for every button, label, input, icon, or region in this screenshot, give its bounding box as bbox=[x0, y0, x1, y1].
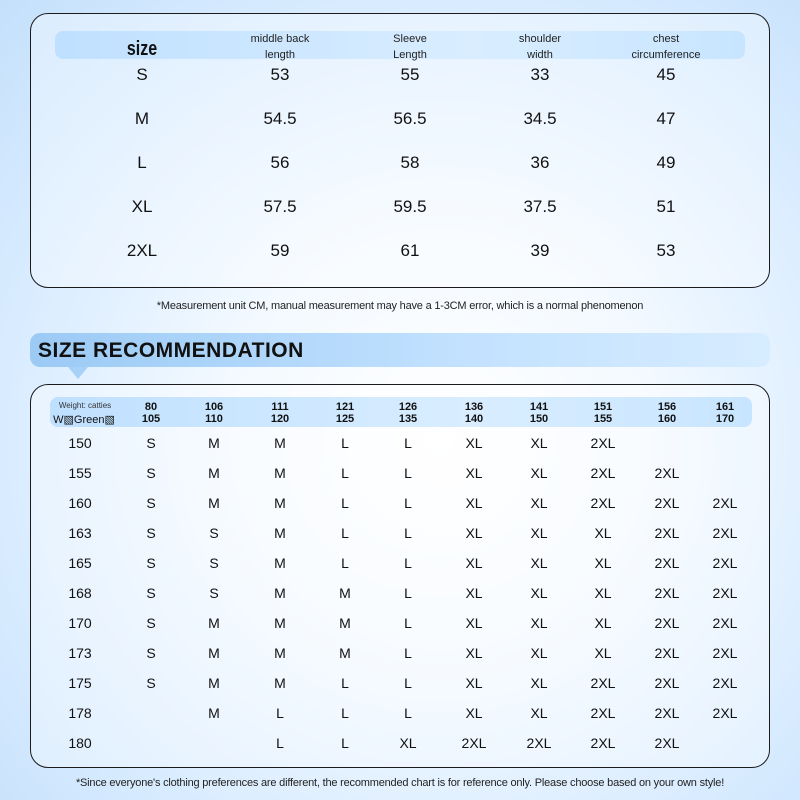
measurement-value: 59.5 bbox=[393, 197, 427, 216]
recommended-size: XL bbox=[594, 555, 612, 571]
weight-range-header: 80 105 bbox=[141, 401, 161, 425]
height-label: 175 bbox=[68, 675, 92, 691]
weight-range-header: 161 170 bbox=[715, 401, 735, 425]
measurement-value: 59 bbox=[270, 241, 290, 260]
recommended-size: L bbox=[404, 585, 412, 601]
height-unit-label: W▧Green▧ bbox=[53, 414, 115, 426]
measurement-value: 53 bbox=[656, 241, 676, 260]
measurement-value: 56 bbox=[270, 153, 290, 172]
recommended-size: XL bbox=[465, 435, 483, 451]
recommended-size: 2XL bbox=[654, 495, 680, 511]
recommended-size: 2XL bbox=[590, 675, 616, 691]
weight-range-header: 111 120 bbox=[270, 401, 290, 425]
recommended-size: 2XL bbox=[654, 615, 680, 631]
measurement-value: 53 bbox=[270, 65, 290, 84]
recommended-size: S bbox=[209, 555, 219, 571]
recommended-size: XL bbox=[530, 705, 548, 721]
weight-range-header: 126 135 bbox=[398, 401, 418, 425]
recommended-size: XL bbox=[530, 465, 548, 481]
recommended-size: 2XL bbox=[712, 525, 738, 541]
height-label: 163 bbox=[68, 525, 92, 541]
recommended-size: 2XL bbox=[654, 735, 680, 751]
recommended-size: S bbox=[146, 555, 156, 571]
recommended-size: XL bbox=[465, 675, 483, 691]
recommended-size: L bbox=[276, 735, 284, 751]
recommended-size: L bbox=[341, 495, 349, 511]
recommended-size: L bbox=[341, 435, 349, 451]
recommended-size: L bbox=[341, 525, 349, 541]
measurement-column-header: chest circumference bbox=[631, 33, 701, 61]
measurement-column-header: middle back length bbox=[250, 33, 310, 61]
recommended-size: M bbox=[208, 495, 220, 511]
height-label: 155 bbox=[68, 465, 92, 481]
measurement-value: 58 bbox=[400, 153, 420, 172]
recommended-size: L bbox=[341, 555, 349, 571]
measurement-value: 36 bbox=[530, 153, 550, 172]
recommended-size: XL bbox=[465, 555, 483, 571]
weight-range-header: 136 140 bbox=[464, 401, 484, 425]
measurement-note: *Measurement unit CM, manual measurement may have a 1-3CM error, which is a normal phenomenon bbox=[156, 300, 644, 312]
recommended-size: M bbox=[274, 585, 286, 601]
recommended-size: 2XL bbox=[654, 705, 680, 721]
weight-range-header: 121 125 bbox=[335, 401, 355, 425]
recommended-size: L bbox=[404, 645, 412, 661]
recommended-size: S bbox=[146, 615, 156, 631]
recommended-size: L bbox=[404, 435, 412, 451]
recommended-size: 2XL bbox=[712, 495, 738, 511]
recommended-size: S bbox=[146, 465, 156, 481]
recommended-size: M bbox=[274, 645, 286, 661]
recommended-size: M bbox=[208, 675, 220, 691]
recommended-size: XL bbox=[399, 735, 417, 751]
recommended-size: L bbox=[404, 555, 412, 571]
height-label: 178 bbox=[68, 705, 92, 721]
recommended-size: XL bbox=[594, 615, 612, 631]
recommended-size: XL bbox=[530, 645, 548, 661]
recommended-size: 2XL bbox=[526, 735, 552, 751]
measurement-value: 39 bbox=[530, 241, 550, 260]
recommended-size: 2XL bbox=[590, 735, 616, 751]
recommended-size: XL bbox=[530, 495, 548, 511]
recommended-size: M bbox=[208, 435, 220, 451]
measurement-value: 33 bbox=[530, 65, 550, 84]
height-label: 160 bbox=[68, 495, 92, 511]
recommended-size: M bbox=[208, 465, 220, 481]
recommended-size: S bbox=[209, 525, 219, 541]
recommended-size: L bbox=[404, 525, 412, 541]
recommended-size: M bbox=[274, 675, 286, 691]
recommended-size: XL bbox=[530, 585, 548, 601]
recommended-size: 2XL bbox=[712, 645, 738, 661]
weight-range-header: 156 160 bbox=[657, 401, 677, 425]
size-label: 2XL bbox=[126, 241, 158, 260]
recommended-size: S bbox=[146, 585, 156, 601]
recommended-size: L bbox=[404, 675, 412, 691]
size-label: M bbox=[134, 109, 150, 128]
weight-unit-label: Weight: catties bbox=[58, 401, 112, 410]
measurement-value: 51 bbox=[656, 197, 676, 216]
recommended-size: L bbox=[341, 465, 349, 481]
recommended-size: XL bbox=[530, 675, 548, 691]
recommended-size: L bbox=[276, 705, 284, 721]
recommended-size: XL bbox=[465, 585, 483, 601]
recommended-size: XL bbox=[465, 705, 483, 721]
recommended-size: XL bbox=[530, 615, 548, 631]
recommended-size: XL bbox=[465, 465, 483, 481]
recommended-size: XL bbox=[594, 525, 612, 541]
weight-range-header: 141 150 bbox=[529, 401, 549, 425]
recommended-size: L bbox=[341, 735, 349, 751]
weight-range-header: 106 110 bbox=[204, 401, 224, 425]
height-label: 173 bbox=[68, 645, 92, 661]
size-label: L bbox=[137, 153, 147, 172]
height-label: 150 bbox=[68, 435, 92, 451]
measurement-value: 55 bbox=[400, 65, 420, 84]
measurement-value: 47 bbox=[656, 109, 676, 128]
recommended-size: M bbox=[339, 645, 351, 661]
size-label: XL bbox=[131, 197, 153, 216]
recommended-size: 2XL bbox=[590, 465, 616, 481]
recommended-size: L bbox=[404, 495, 412, 511]
size-label: S bbox=[136, 65, 148, 84]
recommended-size: M bbox=[274, 465, 286, 481]
recommended-size: 2XL bbox=[712, 555, 738, 571]
recommended-size: L bbox=[404, 465, 412, 481]
height-label: 168 bbox=[68, 585, 92, 601]
recommended-size: 2XL bbox=[712, 585, 738, 601]
recommended-size: M bbox=[274, 555, 286, 571]
recommended-size: 2XL bbox=[590, 435, 616, 451]
recommended-size: S bbox=[146, 495, 156, 511]
recommended-size: M bbox=[339, 585, 351, 601]
recommended-size: M bbox=[208, 705, 220, 721]
size-column-header: size bbox=[126, 38, 158, 60]
recommended-size: 2XL bbox=[654, 675, 680, 691]
recommended-size: 2XL bbox=[712, 675, 738, 691]
measurement-value: 57.5 bbox=[263, 197, 297, 216]
recommended-size: S bbox=[146, 645, 156, 661]
recommended-size: L bbox=[341, 675, 349, 691]
recommended-size: 2XL bbox=[590, 495, 616, 511]
recommended-size: 2XL bbox=[654, 555, 680, 571]
recommended-size: S bbox=[209, 585, 219, 601]
recommended-size: XL bbox=[530, 555, 548, 571]
height-label: 170 bbox=[68, 615, 92, 631]
measurement-column-header: Sleeve Length bbox=[393, 33, 427, 61]
height-label: 180 bbox=[68, 735, 92, 751]
measurement-value: 56.5 bbox=[393, 109, 427, 128]
recommended-size: 2XL bbox=[461, 735, 487, 751]
reference-note: *Since everyone's clothing preferences are different, the recommended chart is for reference only. Please choose based on your own style! bbox=[75, 777, 725, 789]
recommended-size: M bbox=[274, 495, 286, 511]
recommended-size: M bbox=[274, 525, 286, 541]
measurement-value: 34.5 bbox=[523, 109, 557, 128]
recommended-size: XL bbox=[465, 525, 483, 541]
recommended-size: XL bbox=[594, 645, 612, 661]
recommended-size: M bbox=[274, 435, 286, 451]
measurement-value: 61 bbox=[400, 241, 420, 260]
recommended-size: XL bbox=[530, 435, 548, 451]
recommended-size: XL bbox=[465, 645, 483, 661]
recommended-size: M bbox=[208, 645, 220, 661]
recommended-size: 2XL bbox=[654, 525, 680, 541]
recommended-size: S bbox=[146, 675, 156, 691]
recommended-size: XL bbox=[465, 495, 483, 511]
recommended-size: 2XL bbox=[712, 615, 738, 631]
recommended-size: 2XL bbox=[654, 645, 680, 661]
recommended-size: L bbox=[404, 705, 412, 721]
recommended-size: 2XL bbox=[590, 705, 616, 721]
measurement-value: 45 bbox=[656, 65, 676, 84]
measurement-value: 49 bbox=[656, 153, 676, 172]
recommended-size: L bbox=[404, 615, 412, 631]
height-label: 165 bbox=[68, 555, 92, 571]
recommended-size: S bbox=[146, 435, 156, 451]
recommended-size: M bbox=[274, 615, 286, 631]
recommended-size: XL bbox=[465, 615, 483, 631]
recommended-size: 2XL bbox=[654, 465, 680, 481]
recommended-size: XL bbox=[594, 585, 612, 601]
weight-range-header: 151 155 bbox=[593, 401, 613, 425]
recommended-size: M bbox=[208, 615, 220, 631]
recommended-size: L bbox=[341, 705, 349, 721]
measurement-column-header: shoulder width bbox=[518, 33, 562, 61]
measurement-value: 37.5 bbox=[523, 197, 557, 216]
recommended-size: 2XL bbox=[712, 705, 738, 721]
recommended-size: XL bbox=[530, 525, 548, 541]
recommended-size: 2XL bbox=[654, 585, 680, 601]
recommended-size: S bbox=[146, 525, 156, 541]
measurement-value: 54.5 bbox=[263, 109, 297, 128]
recommendation-title: SIZE RECOMMENDATION bbox=[38, 339, 304, 362]
recommended-size: M bbox=[339, 615, 351, 631]
